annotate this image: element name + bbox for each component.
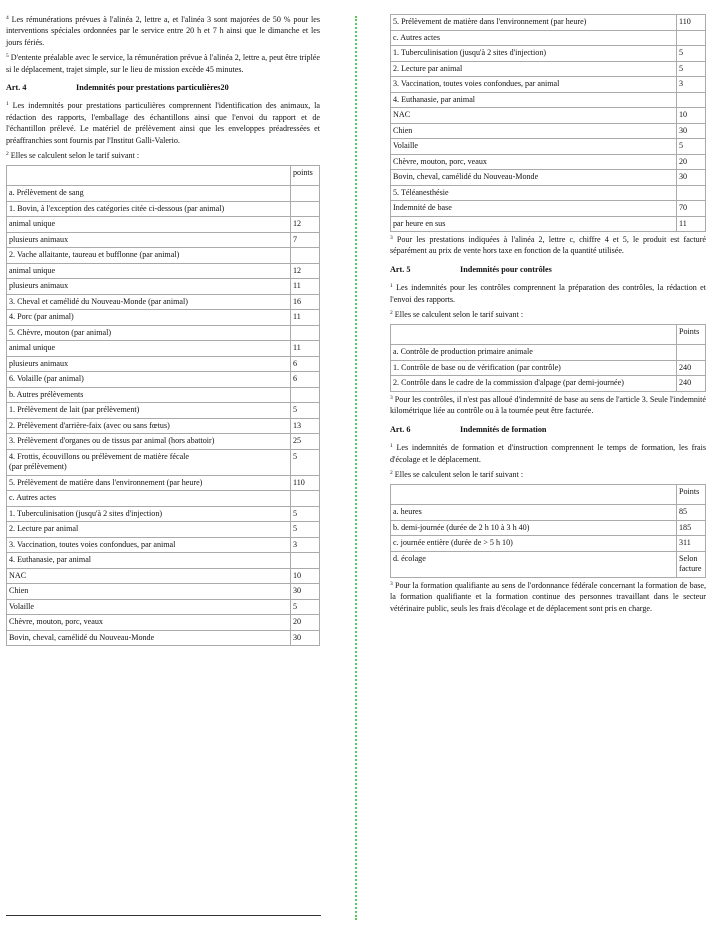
row-label: 4. Euthanasie, par animal [391, 92, 677, 108]
row-value: 311 [677, 536, 706, 552]
table-row [7, 341, 320, 357]
row-label: NAC [7, 568, 291, 584]
row-value: 12 [291, 263, 320, 279]
row-value: 25 [291, 434, 320, 450]
row-value: 20 [291, 615, 320, 631]
row-label: 5. Téléanesthésie [391, 185, 677, 201]
table-row [391, 216, 706, 232]
row-label: 5. Prélèvement de matière dans l'environnement (par heure) [7, 475, 291, 491]
table-row [391, 485, 706, 505]
row-label: animal unique [7, 341, 291, 357]
paragraph-5: $^5$ D'entente préalable avec le service, la rémunération prévue à l'alinéa 2, lettre a, peut être triplée si le déplacement, trajet simple, sur le lieu de mission excède 45 minutes. [6, 53, 320, 74]
row-label: 5. Prélèvement de matière dans l'environnement (par heure) [391, 15, 677, 31]
row-label: 2. Lecture par animal [7, 522, 291, 538]
row-label: plusieurs animaux [7, 356, 291, 372]
row-value: Points [677, 485, 706, 505]
article-title: Indemnités pour prestations particulières20 [76, 83, 229, 93]
article-number: Art. 5 [390, 264, 411, 274]
table-row [7, 506, 320, 522]
article-6-paragraph-3: $^3$ Pour la formation qualifiante au sens de l'ordonnance fédérale concernant la formation de base, la formation qualifiante et la formation continue des personnes travaillant dans le secteur vétérinaire public, seuls les frais d'écolage et de déplacement sont pris en charge. [390, 580, 707, 613]
table-row [391, 77, 706, 93]
table-row [391, 201, 706, 217]
row-value: 16 [291, 294, 320, 310]
table-row [7, 537, 320, 553]
row-label: animal unique [7, 263, 291, 279]
row-value: 7 [291, 232, 320, 248]
row-label: 3. Vaccination, toutes voies confondues, par animal [391, 77, 677, 93]
table-row [7, 372, 320, 388]
table-row [391, 520, 706, 536]
right-column [390, 14, 706, 618]
row-value: 13 [291, 418, 320, 434]
table-row [7, 418, 320, 434]
row-label: Volaille [7, 599, 291, 615]
row-value [291, 387, 320, 403]
row-label: b. demi-journée (durée de 2 h 10 à 3 h 40) [391, 520, 677, 536]
table-row [391, 185, 706, 201]
article-number: Art. 6 [390, 424, 411, 434]
row-value: 3 [677, 77, 706, 93]
table-row [391, 154, 706, 170]
row-label: 1. Prélèvement de lait (par prélèvement) [7, 403, 291, 419]
row-label: Chèvre, mouton, porc, veaux [7, 615, 291, 631]
row-value [291, 325, 320, 341]
row-value [291, 553, 320, 569]
row-label: 1. Tuberculinisation (jusqu'à 2 sites d'injection) [7, 506, 291, 522]
table-row [7, 356, 320, 372]
table-row [7, 568, 320, 584]
row-label: c. Autres actes [391, 30, 677, 46]
table-row [7, 325, 320, 341]
row-label: 4. Euthanasie, par animal [7, 553, 291, 569]
table-row [7, 599, 320, 615]
tariff-table-left [6, 165, 320, 646]
row-label: plusieurs animaux [7, 232, 291, 248]
row-label: 2. Contrôle dans le cadre de la commission d'alpage (par demi-journée) [391, 376, 677, 392]
table-row [7, 584, 320, 600]
article-5-paragraph-2: $^2$ Elles se calculent selon le tarif suivant : [390, 310, 524, 320]
table-row [7, 186, 320, 202]
table-row [391, 15, 706, 31]
article-6-heading [390, 424, 706, 435]
row-value: 240 [677, 360, 706, 376]
row-label: plusieurs animaux [7, 279, 291, 295]
article-title: Indemnités pour contrôles [460, 264, 552, 274]
row-value: 70 [677, 201, 706, 217]
row-value: 85 [677, 505, 706, 521]
table-row [7, 449, 320, 475]
row-value: 30 [291, 630, 320, 646]
article-5-paragraph-3: $^3$ Pour les contrôles, il n'est pas alloué d'indemnité de base au sens de l'article 3. Seule l'indemnité kilométrique liée au contrôle ou à la tournée peut être facturée. [390, 394, 706, 416]
row-value [677, 185, 706, 201]
row-label: Volaille [391, 139, 677, 155]
row-value: 6 [291, 372, 320, 388]
table-row [391, 139, 706, 155]
table-row [7, 310, 320, 326]
training-tariff-table [390, 484, 706, 578]
row-value: 5 [291, 506, 320, 522]
row-value: 5 [291, 403, 320, 419]
row-value: 30 [291, 584, 320, 600]
row-label: c. journée entière (durée de > 5 h 10) [391, 536, 677, 552]
article-4-paragraph-2: $^2$ Elles se calculent selon le tarif suivant : [6, 151, 140, 161]
row-value: Points [677, 325, 706, 345]
row-value: 11 [677, 216, 706, 232]
row-value: Selon facture [677, 551, 706, 577]
row-value [677, 345, 706, 361]
row-value [677, 92, 706, 108]
table-row [391, 551, 706, 577]
row-label: a. heures [391, 505, 677, 521]
table-row [391, 360, 706, 376]
row-label: Bovin, cheval, camélidé du Nouveau-Monde [7, 630, 291, 646]
row-label: 5. Chèvre, mouton (par animal) [7, 325, 291, 341]
table-row [391, 123, 706, 139]
table-row [7, 217, 320, 233]
row-value: 10 [291, 568, 320, 584]
row-value [291, 248, 320, 264]
row-value: 5 [291, 599, 320, 615]
table-row [391, 30, 706, 46]
table-row [7, 522, 320, 538]
tariff-table-continued [390, 14, 706, 232]
table-row [7, 294, 320, 310]
table-row [391, 61, 706, 77]
row-label: c. Autres actes [7, 491, 291, 507]
table-row [391, 376, 706, 392]
row-label: par heure en sus [391, 216, 677, 232]
row-value: 11 [291, 341, 320, 357]
left-column [6, 14, 320, 648]
table-row [391, 46, 706, 62]
row-label: 1. Tuberculinisation (jusqu'à 2 sites d'injection) [391, 46, 677, 62]
row-label: Chien [7, 584, 291, 600]
row-value [291, 491, 320, 507]
table-row [7, 248, 320, 264]
row-label: 4. Porc (par animal) [7, 310, 291, 326]
table-row [7, 201, 320, 217]
row-label: 2. Prélèvement d'arrière-faix (avec ou sans fœtus) [7, 418, 291, 434]
row-label: Bovin, cheval, camélidé du Nouveau-Monde [391, 170, 677, 186]
row-label: a. Prélèvement de sang [7, 186, 291, 202]
table-row [391, 92, 706, 108]
row-label: NAC [391, 108, 677, 124]
row-label: animal unique [7, 217, 291, 233]
row-value: 110 [291, 475, 320, 491]
table-row [7, 166, 320, 186]
table-row [7, 387, 320, 403]
row-value: points [291, 166, 320, 186]
article-4-paragraph-1: $^1$ Les indemnités pour prestations particulières comprennent l'identification des animaux, la rédaction des rapports, l'emballage des échantillons ainsi que l'envoi du rapport et de l'échantillon prélevé. Le matériel de prélèvement ainsi que les enveloppes préadressées et préaffranchies sont fournis par l'Institut Galli-Valerio. [6, 101, 320, 145]
row-value: 5 [291, 449, 320, 475]
row-value [677, 30, 706, 46]
row-value: 12 [291, 217, 320, 233]
row-label: Chèvre, mouton, porc, veaux [391, 154, 677, 170]
column-divider [355, 16, 357, 920]
article-6-paragraph-1: $^1$ Les indemnités de formation et d'instruction comprennent le temps de formation, les frais d'écolage et le déplacement. [390, 443, 706, 464]
footnote-rule [6, 915, 321, 916]
row-value: 5 [677, 46, 706, 62]
table-row [7, 475, 320, 491]
row-label [391, 325, 677, 345]
row-value [291, 186, 320, 202]
table-row [391, 108, 706, 124]
table-row [391, 170, 706, 186]
row-label: a. Contrôle de production primaire animale [391, 345, 677, 361]
row-value: 6 [291, 356, 320, 372]
row-value: 5 [291, 522, 320, 538]
article-4-heading [6, 82, 320, 93]
row-value: 240 [677, 376, 706, 392]
row-value: 30 [677, 170, 706, 186]
controls-tariff-table [390, 324, 706, 392]
table-row [7, 615, 320, 631]
table-row [391, 536, 706, 552]
row-label: 6. Volaille (par animal) [7, 372, 291, 388]
row-value: 11 [291, 279, 320, 295]
row-label [391, 485, 677, 505]
table-row [7, 553, 320, 569]
row-value: 185 [677, 520, 706, 536]
row-value: 30 [677, 123, 706, 139]
row-value: 5 [677, 61, 706, 77]
table-row [391, 345, 706, 361]
row-label: 3. Prélèvement d'organes ou de tissus par animal (hors abattoir) [7, 434, 291, 450]
table-row [7, 630, 320, 646]
row-label: 1. Contrôle de base ou de vérification (par contrôle) [391, 360, 677, 376]
row-label: 3. Cheval et camélidé du Nouveau-Monde (par animal) [7, 294, 291, 310]
article-5-paragraph-1: $^1$ Les indemnités pour les contrôles comprennent la préparation des contrôles, la rédaction et l'envoi des rapports. [390, 283, 706, 304]
row-label: 2. Vache allaitante, taureau et bufflonne (par animal) [7, 248, 291, 264]
table-row [7, 232, 320, 248]
row-label: d. écolage [391, 551, 677, 577]
table-row [7, 434, 320, 450]
table-row [7, 403, 320, 419]
row-label: Chien [391, 123, 677, 139]
row-value: 11 [291, 310, 320, 326]
table-row [7, 279, 320, 295]
paragraph-4: $^4$ Les rémunérations prévues à l'alinéa 2, lettre a, et l'alinéa 3 sont majorées de 50 % pour les interventions spéciales ordonnées par le service entre 20 h et 7 h ainsi que le dimanche et les jours fériés. [6, 15, 320, 47]
row-label: b. Autres prélèvements [7, 387, 291, 403]
row-label: Indemnité de base [391, 201, 677, 217]
article-5-heading [390, 264, 706, 275]
row-label: 2. Lecture par animal [391, 61, 677, 77]
row-label: 1. Bovin, à l'exception des catégories citée ci-dessous (par animal) [7, 201, 291, 217]
row-label: 4. Frottis, écouvillons ou prélèvement de matière fécale (par prélèvement) [7, 449, 291, 475]
row-value: 10 [677, 108, 706, 124]
row-value: 20 [677, 154, 706, 170]
row-label: 3. Vaccination, toutes voies confondues, par animal [7, 537, 291, 553]
row-value [291, 201, 320, 217]
article-6-paragraph-2: $^2$ Elles se calculent selon le tarif suivant : [390, 469, 524, 479]
table-row [7, 263, 320, 279]
row-value: 3 [291, 537, 320, 553]
paragraph-3: $^3$ Pour les prestations indiquées à l'alinéa 2, lettre c, chiffre 4 et 5, le produit est facturé séparément au prix de vente hors taxe en fonction de la quantité utilisée. [390, 235, 707, 256]
table-row [391, 505, 706, 521]
table-row [391, 325, 706, 345]
article-title: Indemnités de formation [460, 424, 547, 434]
article-number: Art. 4 [6, 83, 27, 93]
row-label [7, 166, 291, 186]
row-value: 5 [677, 139, 706, 155]
table-row [7, 491, 320, 507]
row-value: 110 [677, 15, 706, 31]
